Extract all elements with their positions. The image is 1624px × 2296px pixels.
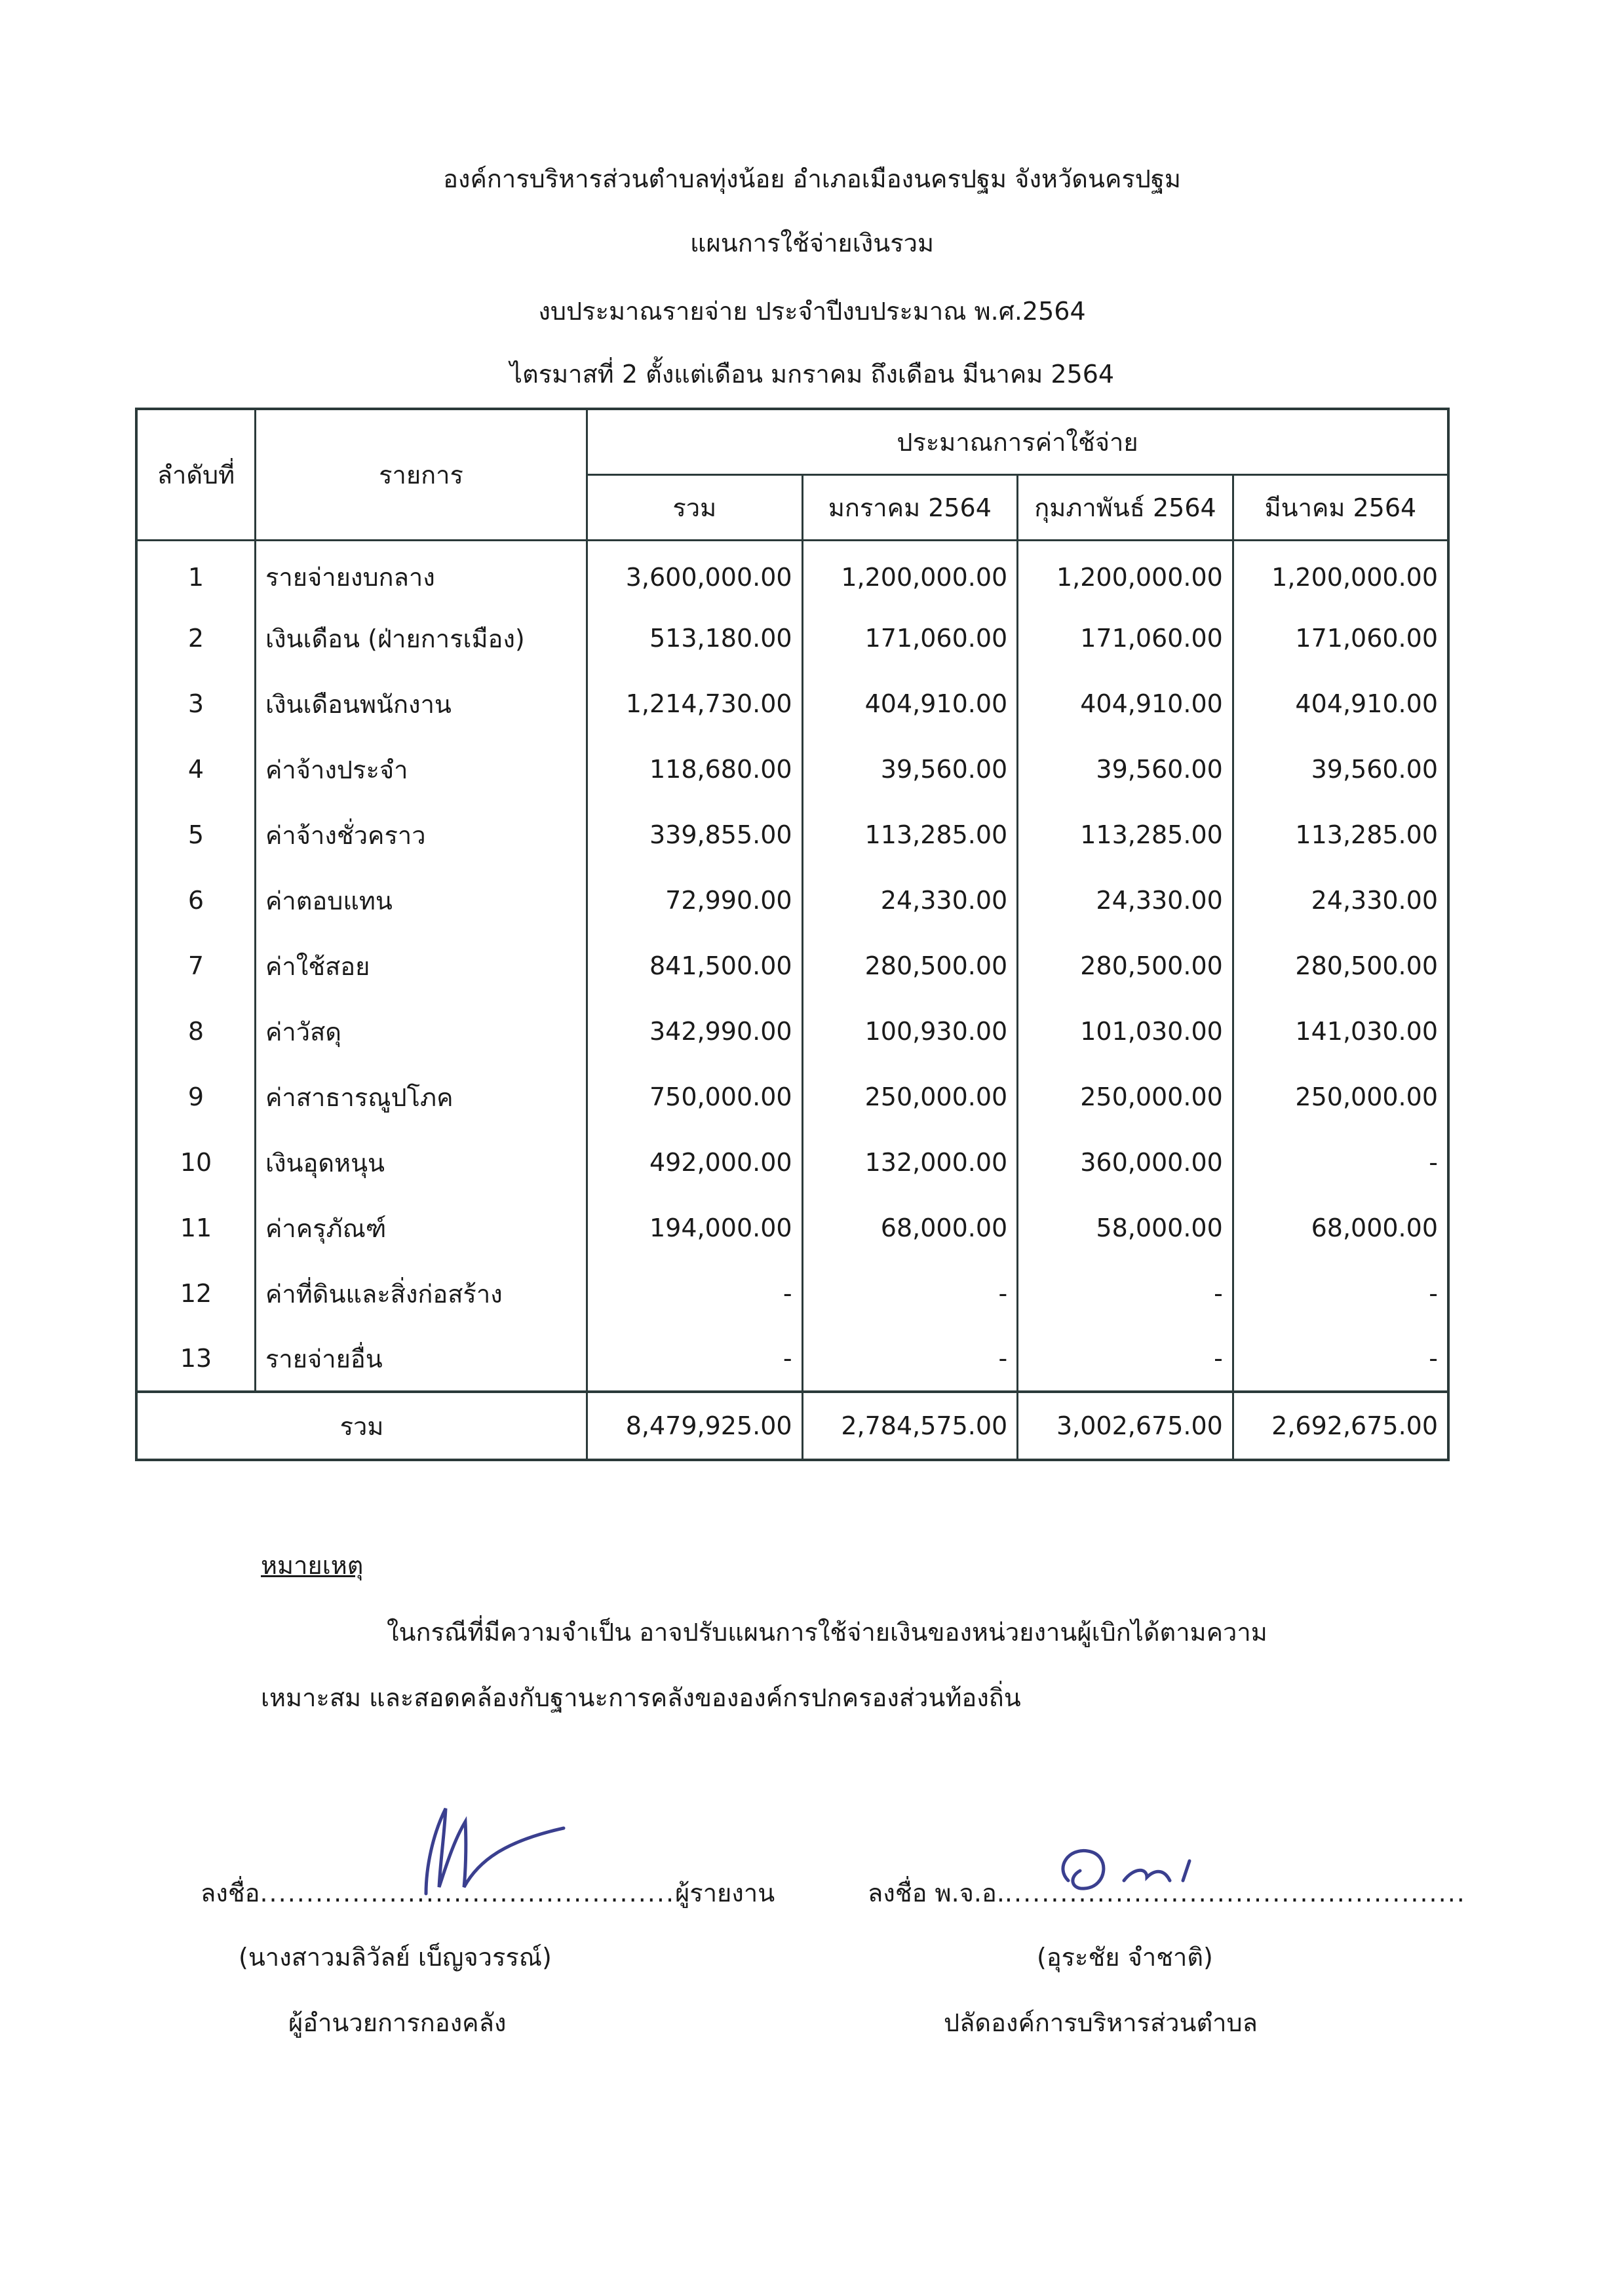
row-jan: - [802,1261,1018,1326]
row-no: 12 [136,1261,256,1326]
table-row [136,737,1448,802]
left-signer-position: ผู้อำนวยการกองคลัง [288,2008,507,2037]
row-mar: - [1233,1261,1448,1326]
table-row [136,1064,1448,1130]
col-header-jan: มกราคม 2564 [802,474,1018,540]
row-no: 11 [136,1195,256,1261]
note-text-line1: ในกรณีที่มีความจำเป็น อาจปรับแผนการใช้จ่ายเงินของหน่วยงานผู้เบิกได้ตามความ [387,1618,1267,1647]
row-mar: 250,000.00 [1233,1064,1448,1130]
row-no: 9 [136,1064,256,1130]
row-jan: 1,200,000.00 [802,540,1018,605]
row-no: 4 [136,737,256,802]
row-total: - [587,1261,802,1326]
dotted-line: .................................................. [1004,1879,1466,1907]
right-signer-name: (อุระชัย จำชาติ) [1037,1943,1213,1972]
row-total: 342,990.00 [587,999,802,1064]
row-jan: 39,560.00 [802,737,1018,802]
row-mar: 404,910.00 [1233,671,1448,737]
left-sign-prefix: ลงชื่อ [201,1879,260,1907]
quarter-title: ไตรมาสที่ 2 ตั้งแต่เดือน มกราคม ถึงเดือน มีนาคม 2564 [509,360,1115,389]
row-jan: 250,000.00 [802,1064,1018,1130]
table-row [136,671,1448,737]
row-total: 513,180.00 [587,605,802,671]
left-handwritten-signature [406,1795,577,1900]
row-feb: 24,330.00 [1018,868,1233,933]
row-mar: - [1233,1130,1448,1195]
row-item: ค่าที่ดินและสิ่งก่อสร้าง [256,1261,587,1326]
budget-table [135,408,1450,1461]
row-item: ค่าวัสดุ [256,999,587,1064]
row-total: 339,855.00 [587,802,802,868]
table-row [136,1261,1448,1326]
col-header-no: ลำดับที่ [136,409,256,540]
right-sign-prefix: ลงชื่อ พ.จ.อ. [868,1879,1005,1907]
row-jan: 280,500.00 [802,933,1018,999]
row-feb: 171,060.00 [1018,605,1233,671]
row-jan: 24,330.00 [802,868,1018,933]
row-item: รายจ่ายงบกลาง [256,540,587,605]
row-jan: 132,000.00 [802,1130,1018,1195]
row-no: 10 [136,1130,256,1195]
table-row [136,933,1448,999]
row-feb: 360,000.00 [1018,1130,1233,1195]
row-jan: 171,060.00 [802,605,1018,671]
row-total: 750,000.00 [587,1064,802,1130]
row-mar: 68,000.00 [1233,1195,1448,1261]
row-mar: 113,285.00 [1233,802,1448,868]
table-row [136,999,1448,1064]
total-row [136,1392,1448,1460]
col-header-item: รายการ [256,409,587,540]
row-feb: 58,000.00 [1018,1195,1233,1261]
row-jan: 100,930.00 [802,999,1018,1064]
row-total: 3,600,000.00 [587,540,802,605]
row-mar: 1,200,000.00 [1233,540,1448,605]
row-feb: 250,000.00 [1018,1064,1233,1130]
total-jan: 2,784,575.00 [802,1392,1018,1460]
row-feb: 101,030.00 [1018,999,1233,1064]
org-title: องค์การบริหารส่วนตำบลทุ่งน้อย อำเภอเมืองนครปฐม จังหวัดนครปฐม [443,164,1181,193]
row-no: 7 [136,933,256,999]
row-jan: 113,285.00 [802,802,1018,868]
row-no: 13 [136,1326,256,1392]
row-mar: 280,500.00 [1233,933,1448,999]
row-mar: 171,060.00 [1233,605,1448,671]
row-no: 2 [136,605,256,671]
row-total: 492,000.00 [587,1130,802,1195]
row-item: เงินเดือนพนักงาน [256,671,587,737]
row-item: เงินอุดหนุน [256,1130,587,1195]
table-row [136,1326,1448,1392]
row-item: ค่าตอบแทน [256,868,587,933]
row-no: 1 [136,540,256,605]
row-feb: 280,500.00 [1018,933,1233,999]
note-title: หมายเหตุ [261,1551,364,1580]
row-mar: 141,030.00 [1233,999,1448,1064]
note-text-line2: เหมาะสม และสอดคล้องกับฐานะการคลังขององค์กรปกครองส่วนท้องถิ่น [261,1683,1021,1712]
col-header-mar: มีนาคม 2564 [1233,474,1448,540]
row-feb: 1,200,000.00 [1018,540,1233,605]
row-total: 841,500.00 [587,933,802,999]
col-header-group: ประมาณการค่าใช้จ่าย [587,409,1448,474]
total-label: รวม [136,1392,587,1460]
row-feb: - [1018,1326,1233,1392]
row-mar: 24,330.00 [1233,868,1448,933]
row-item: ค่าครุภัณฑ์ [256,1195,587,1261]
budget-year-title: งบประมาณรายจ่าย ประจำปีงบประมาณ พ.ศ.2564 [538,297,1086,326]
total-mar: 2,692,675.00 [1233,1392,1448,1460]
table-row [136,868,1448,933]
row-mar: - [1233,1326,1448,1392]
left-signer-name: (นางสาวมลิวัลย์ เบ็ญจวรรณ์) [239,1943,552,1972]
row-total: 1,214,730.00 [587,671,802,737]
row-item: เงินเดือน (ฝ่ายการเมือง) [256,605,587,671]
row-no: 3 [136,671,256,737]
total-sum: 8,479,925.00 [587,1392,802,1460]
table-row [136,1195,1448,1261]
row-total: - [587,1326,802,1392]
right-handwritten-signature [1049,1841,1232,1907]
left-sign-role: ผู้รายงาน [675,1879,775,1907]
row-item: รายจ่ายอื่น [256,1326,587,1392]
row-mar: 39,560.00 [1233,737,1448,802]
row-feb: 404,910.00 [1018,671,1233,737]
row-feb: 39,560.00 [1018,737,1233,802]
row-jan: - [802,1326,1018,1392]
row-no: 8 [136,999,256,1064]
row-no: 5 [136,802,256,868]
row-feb: - [1018,1261,1233,1326]
table-row [136,1130,1448,1195]
col-header-feb: กุมภาพันธ์ 2564 [1018,474,1233,540]
row-item: ค่าใช้สอย [256,933,587,999]
total-feb: 3,002,675.00 [1018,1392,1233,1460]
table-row [136,802,1448,868]
row-item: ค่าสาธารณูปโภค [256,1064,587,1130]
col-header-total: รวม [587,474,802,540]
row-total: 194,000.00 [587,1195,802,1261]
dotted-line: ............................................. [260,1879,676,1907]
row-total: 118,680.00 [587,737,802,802]
row-item: ค่าจ้างชั่วคราว [256,802,587,868]
table-row [136,605,1448,671]
row-jan: 404,910.00 [802,671,1018,737]
row-feb: 113,285.00 [1018,802,1233,868]
right-signer-position: ปลัดองค์การบริหารส่วนตำบล [944,2008,1258,2037]
row-total: 72,990.00 [587,868,802,933]
table-row [136,540,1448,605]
row-item: ค่าจ้างประจำ [256,737,587,802]
plan-title: แผนการใช้จ่ายเงินรวม [689,229,935,258]
row-jan: 68,000.00 [802,1195,1018,1261]
row-no: 6 [136,868,256,933]
